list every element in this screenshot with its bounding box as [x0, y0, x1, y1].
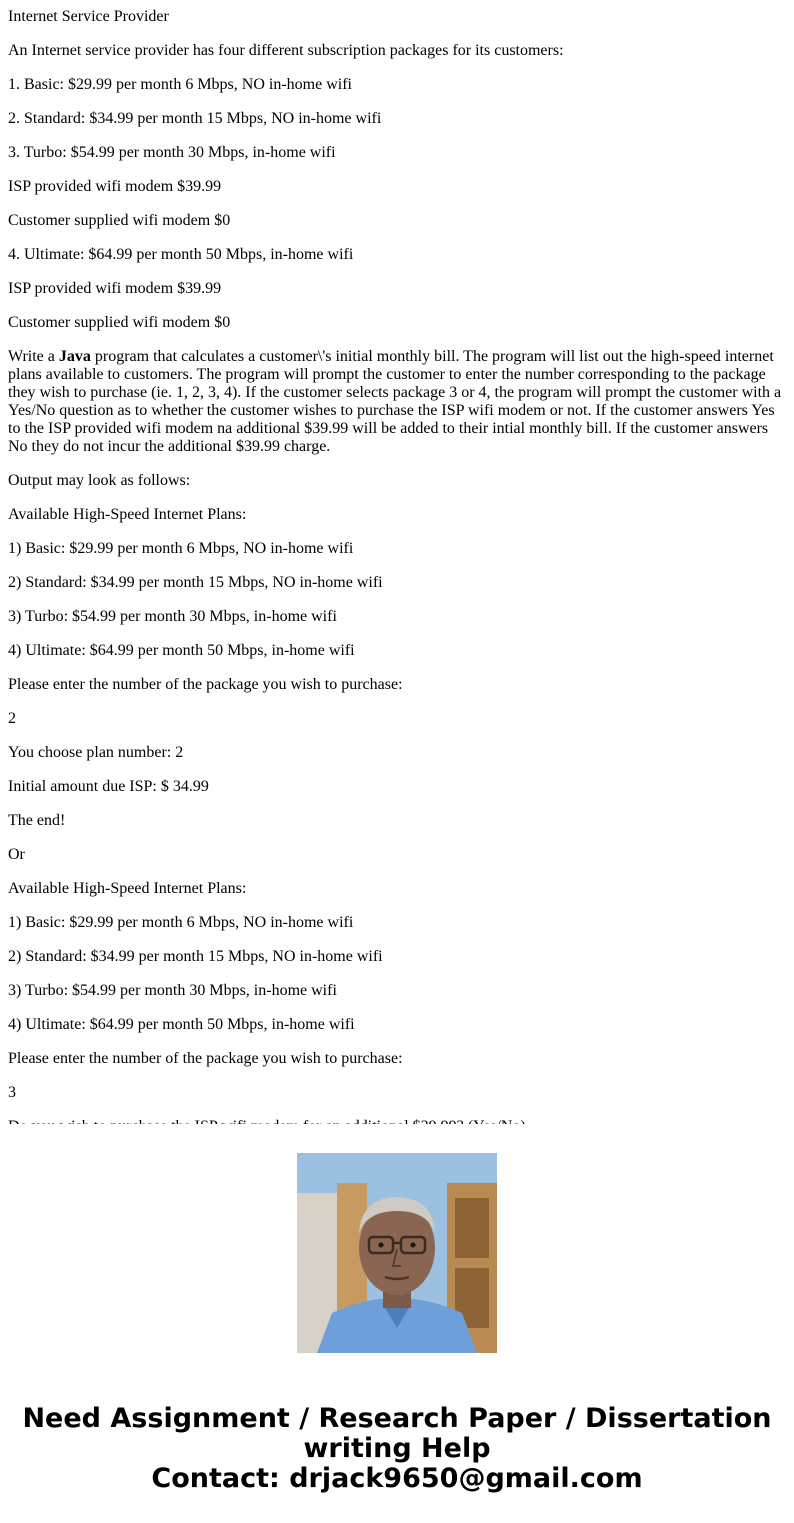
separator-or: Or [8, 846, 25, 863]
example2-line: 1) Basic: $29.99 per month 6 Mbps, NO in-home wifi [8, 914, 354, 931]
example2-line: 4) Ultimate: $64.99 per month 50 Mbps, in-home wifi [8, 1016, 355, 1033]
intro-paragraph: An Internet service provider has four different subscription packages for its customers: [8, 42, 564, 59]
example1-line: 2 [8, 710, 16, 727]
contact-email[interactable]: Contact: drjack9650@gmail.com [151, 1463, 643, 1494]
package-line: Customer supplied wifi modem $0 [8, 314, 231, 331]
example2-line: 3 [8, 1084, 16, 1101]
task-prefix: Write a [8, 348, 59, 365]
task-suffix: program that calculates a customer\'s initial monthly bill. The program will list out the high-speed internet plans available to customers. The program will prompt the customer to enter the number corresponding to the package they wish to purchase (ie. 1, 2, 3, 4). If the customer selects package 3 or 4, the program will prompt the customer with a Yes/No question as to whether the customer wishes to purchase the ISP wifi modem or not. If the customer answers Yes to the ISP provided wifi modem na additional $39.99 will be added to their intial monthly bill. If the customer answers No they do not incur the additional $39.99 charge. [8, 348, 782, 455]
task-paragraph [8, 348, 786, 456]
package-line: 4. Ultimate: $64.99 per month 50 Mbps, in-home wifi [8, 246, 354, 263]
output-intro: Output may look as follows: [8, 472, 191, 489]
promo-footer [0, 1124, 794, 1523]
example2-line: Available High-Speed Internet Plans: [8, 880, 247, 897]
example2-line: 3) Turbo: $54.99 per month 30 Mbps, in-home wifi [8, 982, 337, 999]
task-language: Java [58, 348, 91, 365]
package-line: Customer supplied wifi modem $0 [8, 212, 231, 229]
person-portrait-icon [297, 1153, 497, 1353]
example2-line: Please enter the number of the package you wish to purchase: [8, 1050, 403, 1067]
document-body [8, 0, 786, 1124]
package-line: ISP provided wifi modem $39.99 [8, 178, 222, 195]
package-line: ISP provided wifi modem $39.99 [8, 280, 222, 297]
example1-line: Initial amount due ISP: $ 34.99 [8, 778, 209, 795]
example1-line: 3) Turbo: $54.99 per month 30 Mbps, in-home wifi [8, 608, 337, 625]
example1-line: You choose plan number: 2 [8, 744, 184, 761]
example1-line: Available High-Speed Internet Plans: [8, 506, 247, 523]
package-line: 1. Basic: $29.99 per month 6 Mbps, NO in-home wifi [8, 76, 352, 93]
package-line: 2. Standard: $34.99 per month 15 Mbps, NO in-home wifi [8, 110, 382, 127]
example1-line: 2) Standard: $34.99 per month 15 Mbps, NO in-home wifi [8, 574, 383, 591]
avatar [297, 1153, 497, 1353]
example1-line: Please enter the number of the package you wish to purchase: [8, 676, 403, 693]
document-title: Internet Service Provider [8, 8, 169, 25]
promo-line: writing Help [303, 1433, 491, 1464]
promo-contact-text [0, 1404, 794, 1494]
package-line: 3. Turbo: $54.99 per month 30 Mbps, in-home wifi [8, 144, 336, 161]
example1-line: 4) Ultimate: $64.99 per month 50 Mbps, in-home wifi [8, 642, 355, 659]
example2-line: 2) Standard: $34.99 per month 15 Mbps, NO in-home wifi [8, 948, 383, 965]
example1-line: The end! [8, 812, 66, 829]
promo-line: Need Assignment / Research Paper / Dissertation [22, 1403, 772, 1434]
example1-line: 1) Basic: $29.99 per month 6 Mbps, NO in-home wifi [8, 540, 354, 557]
